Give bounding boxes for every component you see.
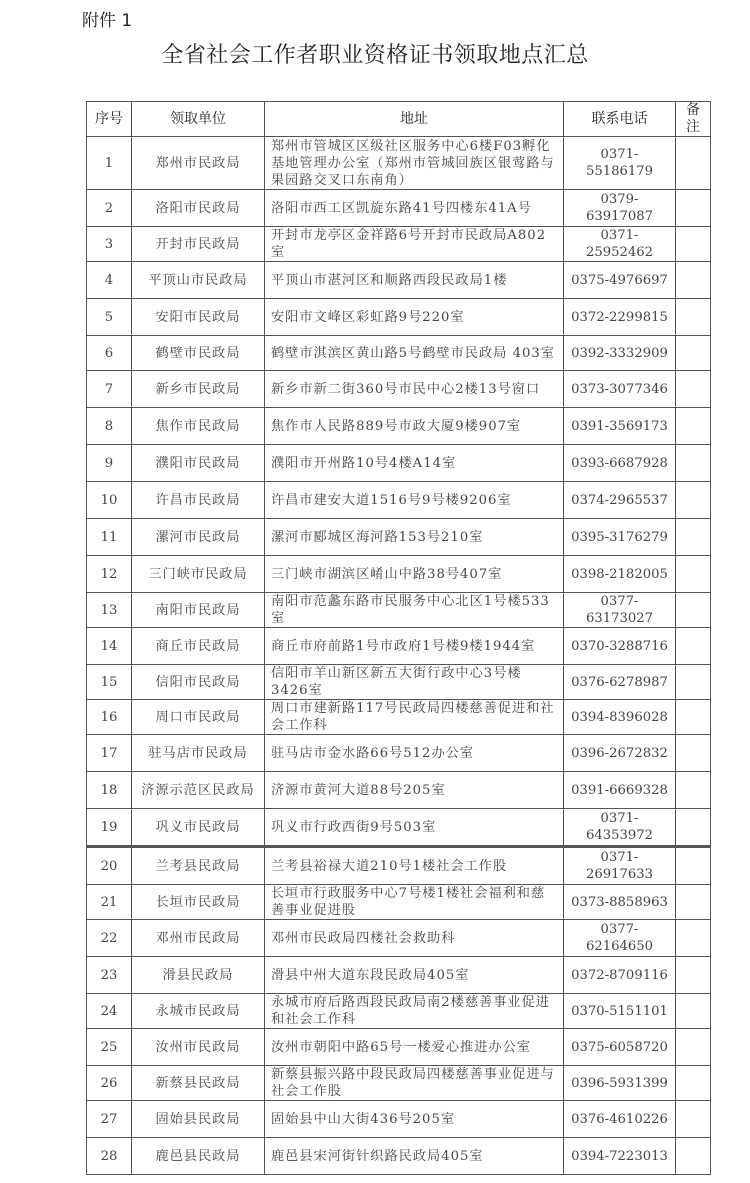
cell-no: 12 — [87, 556, 132, 593]
header-phone: 联系电话 — [564, 102, 676, 137]
cell-address: 鹿邑县宋河街针织路民政局405室 — [265, 1138, 564, 1175]
cell-unit: 邓州市民政局 — [132, 920, 265, 957]
table-row — [87, 994, 711, 1029]
header-unit: 领取单位 — [132, 102, 265, 137]
cell-no: 14 — [87, 628, 132, 665]
cell-unit: 固始县民政局 — [132, 1101, 265, 1138]
cell-note — [676, 735, 711, 772]
cell-no: 22 — [87, 920, 132, 957]
table-row — [87, 957, 711, 994]
cell-unit: 驻马店市民政局 — [132, 735, 265, 772]
cell-no: 26 — [87, 1066, 132, 1101]
cell-address: 新蔡县振兴路中段民政局四楼慈善事业促进与社会工作股 — [265, 1066, 564, 1101]
table-row — [87, 593, 711, 628]
cell-address: 滑县中州大道东段民政局405室 — [265, 957, 564, 994]
cell-no: 28 — [87, 1138, 132, 1175]
cell-phone: 0372-2299815 — [564, 299, 676, 336]
cell-unit: 三门峡市民政局 — [132, 556, 265, 593]
cell-address: 南阳市范蠡东路市民服务中心北区1号楼533室 — [265, 593, 564, 628]
cell-unit: 南阳市民政局 — [132, 593, 265, 628]
cell-note — [676, 262, 711, 299]
cell-address: 郑州市管城区区级社区服务中心6楼F03孵化基地管理办公室（郑州市管城回族区银莺路与果园路交叉口东南角） — [265, 137, 564, 190]
cell-phone: 0376-4610226 — [564, 1101, 676, 1138]
cell-phone: 0379-63917087 — [564, 190, 676, 227]
cell-address: 平顶山市湛河区和顺路西段民政局1楼 — [265, 262, 564, 299]
table-row — [87, 262, 711, 299]
cell-phone: 0377-62164650 — [564, 920, 676, 957]
cell-no: 2 — [87, 190, 132, 227]
cell-no: 10 — [87, 482, 132, 519]
cell-phone: 0372-8709116 — [564, 957, 676, 994]
table-row — [87, 371, 711, 408]
cell-note — [676, 885, 711, 920]
attachment-label: 附件 1 — [82, 11, 133, 31]
cell-unit: 信阳市民政局 — [132, 665, 265, 700]
cell-no: 19 — [87, 809, 132, 847]
cell-note — [676, 137, 711, 190]
cell-address: 固始县中山大街436号205室 — [265, 1101, 564, 1138]
cell-address: 鹤壁市淇滨区黄山路5号鹤壁市民政局 403室 — [265, 336, 564, 371]
page-title: 全省社会工作者职业资格证书领取地点汇总 — [161, 43, 589, 68]
table-row — [87, 408, 711, 445]
cell-no: 24 — [87, 994, 132, 1029]
cell-address: 三门峡市湖滨区崤山中路38号407室 — [265, 556, 564, 593]
cell-no: 20 — [87, 847, 132, 885]
cell-unit: 巩义市民政局 — [132, 809, 265, 847]
cell-address: 开封市龙亭区金祥路6号开封市民政局A802室 — [265, 227, 564, 262]
cell-phone: 0394-8396028 — [564, 700, 676, 735]
cell-note — [676, 772, 711, 809]
cell-phone: 0391-3569173 — [564, 408, 676, 445]
cell-note — [676, 920, 711, 957]
table-row — [87, 1101, 711, 1138]
cell-no: 15 — [87, 665, 132, 700]
cell-address: 邓州市民政局四楼社会救助科 — [265, 920, 564, 957]
cell-note — [676, 299, 711, 336]
table-row — [87, 190, 711, 227]
cell-phone: 0391-6669328 — [564, 772, 676, 809]
cell-no: 7 — [87, 371, 132, 408]
cell-phone: 0395-3176279 — [564, 519, 676, 556]
table-row — [87, 885, 711, 920]
cell-phone: 0373-3077346 — [564, 371, 676, 408]
cell-address: 濮阳市开州路10号4楼A14室 — [265, 445, 564, 482]
cell-note — [676, 700, 711, 735]
cell-phone: 0371-55186179 — [564, 137, 676, 190]
cell-note — [676, 1029, 711, 1066]
cell-unit: 济源示范区民政局 — [132, 772, 265, 809]
cell-no: 9 — [87, 445, 132, 482]
table-header-row — [87, 102, 711, 137]
cell-phone: 0376-6278987 — [564, 665, 676, 700]
table-row — [87, 700, 711, 735]
table-row — [87, 665, 711, 700]
table-row — [87, 482, 711, 519]
cell-note — [676, 1138, 711, 1175]
cell-address: 新乡市新二街360号市民中心2楼13号窗口 — [265, 371, 564, 408]
table-row — [87, 519, 711, 556]
cell-unit: 周口市民政局 — [132, 700, 265, 735]
cell-no: 6 — [87, 336, 132, 371]
cell-note — [676, 190, 711, 227]
cell-address: 周口市建新路117号民政局四楼慈善促进和社会工作科 — [265, 700, 564, 735]
cell-no: 8 — [87, 408, 132, 445]
cell-phone: 0370-3288716 — [564, 628, 676, 665]
cell-unit: 新乡市民政局 — [132, 371, 265, 408]
cell-address: 济源市黄河大道88号205室 — [265, 772, 564, 809]
cell-address: 焦作市人民路889号市政大厦9楼907室 — [265, 408, 564, 445]
table-row — [87, 336, 711, 371]
cell-no: 3 — [87, 227, 132, 262]
table-row — [87, 628, 711, 665]
cell-address: 驻马店市金水路66号512办公室 — [265, 735, 564, 772]
cell-address: 兰考县裕禄大道210号1楼社会工作股 — [265, 847, 564, 885]
table-row — [87, 920, 711, 957]
cell-address: 巩义市行政西街9号503室 — [265, 809, 564, 847]
table-row — [87, 445, 711, 482]
cell-unit: 新蔡县民政局 — [132, 1066, 265, 1101]
cell-phone: 0394-7223013 — [564, 1138, 676, 1175]
cell-note — [676, 556, 711, 593]
cell-unit: 鹤壁市民政局 — [132, 336, 265, 371]
cell-unit: 平顶山市民政局 — [132, 262, 265, 299]
cell-unit: 永城市民政局 — [132, 994, 265, 1029]
cell-note — [676, 628, 711, 665]
cell-note — [676, 519, 711, 556]
table-row — [87, 227, 711, 262]
cell-phone: 0374-2965537 — [564, 482, 676, 519]
cell-note — [676, 445, 711, 482]
table-row — [87, 1029, 711, 1066]
cell-unit: 滑县民政局 — [132, 957, 265, 994]
cell-unit: 鹿邑县民政局 — [132, 1138, 265, 1175]
cell-unit: 焦作市民政局 — [132, 408, 265, 445]
cell-address: 漯河市郾城区海河路153号210室 — [265, 519, 564, 556]
cell-unit: 开封市民政局 — [132, 227, 265, 262]
cell-unit: 兰考县民政局 — [132, 847, 265, 885]
cell-phone: 0371-25952462 — [564, 227, 676, 262]
cell-no: 16 — [87, 700, 132, 735]
cell-phone: 0398-2182005 — [564, 556, 676, 593]
cell-address: 许昌市建安大道1516号9号楼9206室 — [265, 482, 564, 519]
cell-phone: 0396-2672832 — [564, 735, 676, 772]
cell-note — [676, 994, 711, 1029]
cell-address: 汝州市朝阳中路65号一楼爱心推进办公室 — [265, 1029, 564, 1066]
cell-address: 永城市府后路西段民政局南2楼慈善事业促进和社会工作科 — [265, 994, 564, 1029]
cell-no: 4 — [87, 262, 132, 299]
cell-no: 17 — [87, 735, 132, 772]
cell-no: 27 — [87, 1101, 132, 1138]
cell-note — [676, 336, 711, 371]
cell-note — [676, 665, 711, 700]
cell-note — [676, 809, 711, 847]
cell-address: 商丘市府前路1号市政府1号楼9楼1944室 — [265, 628, 564, 665]
cell-unit: 长垣市民政局 — [132, 885, 265, 920]
cell-unit: 商丘市民政局 — [132, 628, 265, 665]
cell-note — [676, 593, 711, 628]
table-row — [87, 137, 711, 190]
cell-no: 1 — [87, 137, 132, 190]
cell-address: 长垣市行政服务中心7号楼1楼社会福利和慈善事业促进股 — [265, 885, 564, 920]
cell-note — [676, 1066, 711, 1101]
cell-no: 25 — [87, 1029, 132, 1066]
cell-no: 13 — [87, 593, 132, 628]
cell-no: 21 — [87, 885, 132, 920]
table-row — [87, 299, 711, 336]
cell-unit: 汝州市民政局 — [132, 1029, 265, 1066]
table-row — [87, 1066, 711, 1101]
cell-note — [676, 847, 711, 885]
cell-address: 安阳市文峰区彩虹路9号220室 — [265, 299, 564, 336]
cell-phone: 0392-3332909 — [564, 336, 676, 371]
cell-no: 18 — [87, 772, 132, 809]
cell-address: 洛阳市西工区凯旋东路41号四楼东41A号 — [265, 190, 564, 227]
cell-note — [676, 408, 711, 445]
cell-no: 5 — [87, 299, 132, 336]
table-row — [87, 809, 711, 847]
cell-note — [676, 371, 711, 408]
table-row — [87, 735, 711, 772]
cell-no: 11 — [87, 519, 132, 556]
table-row — [87, 556, 711, 593]
cell-unit: 漯河市民政局 — [132, 519, 265, 556]
cell-note — [676, 482, 711, 519]
cell-note — [676, 1101, 711, 1138]
cell-phone: 0371-64353972 — [564, 809, 676, 847]
cell-phone: 0370-5151101 — [564, 994, 676, 1029]
cell-no: 23 — [87, 957, 132, 994]
cell-address: 信阳市羊山新区新五大街行政中心3号楼3426室 — [265, 665, 564, 700]
certificate-locations-table — [86, 101, 711, 1175]
cell-phone: 0377-63173027 — [564, 593, 676, 628]
cell-note — [676, 957, 711, 994]
cell-phone: 0371-26917633 — [564, 847, 676, 885]
cell-phone: 0375-4976697 — [564, 262, 676, 299]
table-row — [87, 847, 711, 885]
table-row — [87, 772, 711, 809]
cell-unit: 洛阳市民政局 — [132, 190, 265, 227]
header-address: 地址 — [265, 102, 564, 137]
cell-unit: 濮阳市民政局 — [132, 445, 265, 482]
table-row — [87, 1138, 711, 1175]
header-note: 备注 — [676, 102, 711, 137]
header-no: 序号 — [87, 102, 132, 137]
cell-unit: 许昌市民政局 — [132, 482, 265, 519]
cell-note — [676, 227, 711, 262]
cell-unit: 安阳市民政局 — [132, 299, 265, 336]
cell-phone: 0396-5931399 — [564, 1066, 676, 1101]
cell-phone: 0375-6058720 — [564, 1029, 676, 1066]
cell-phone: 0373-8858963 — [564, 885, 676, 920]
cell-unit: 郑州市民政局 — [132, 137, 265, 190]
cell-phone: 0393-6687928 — [564, 445, 676, 482]
